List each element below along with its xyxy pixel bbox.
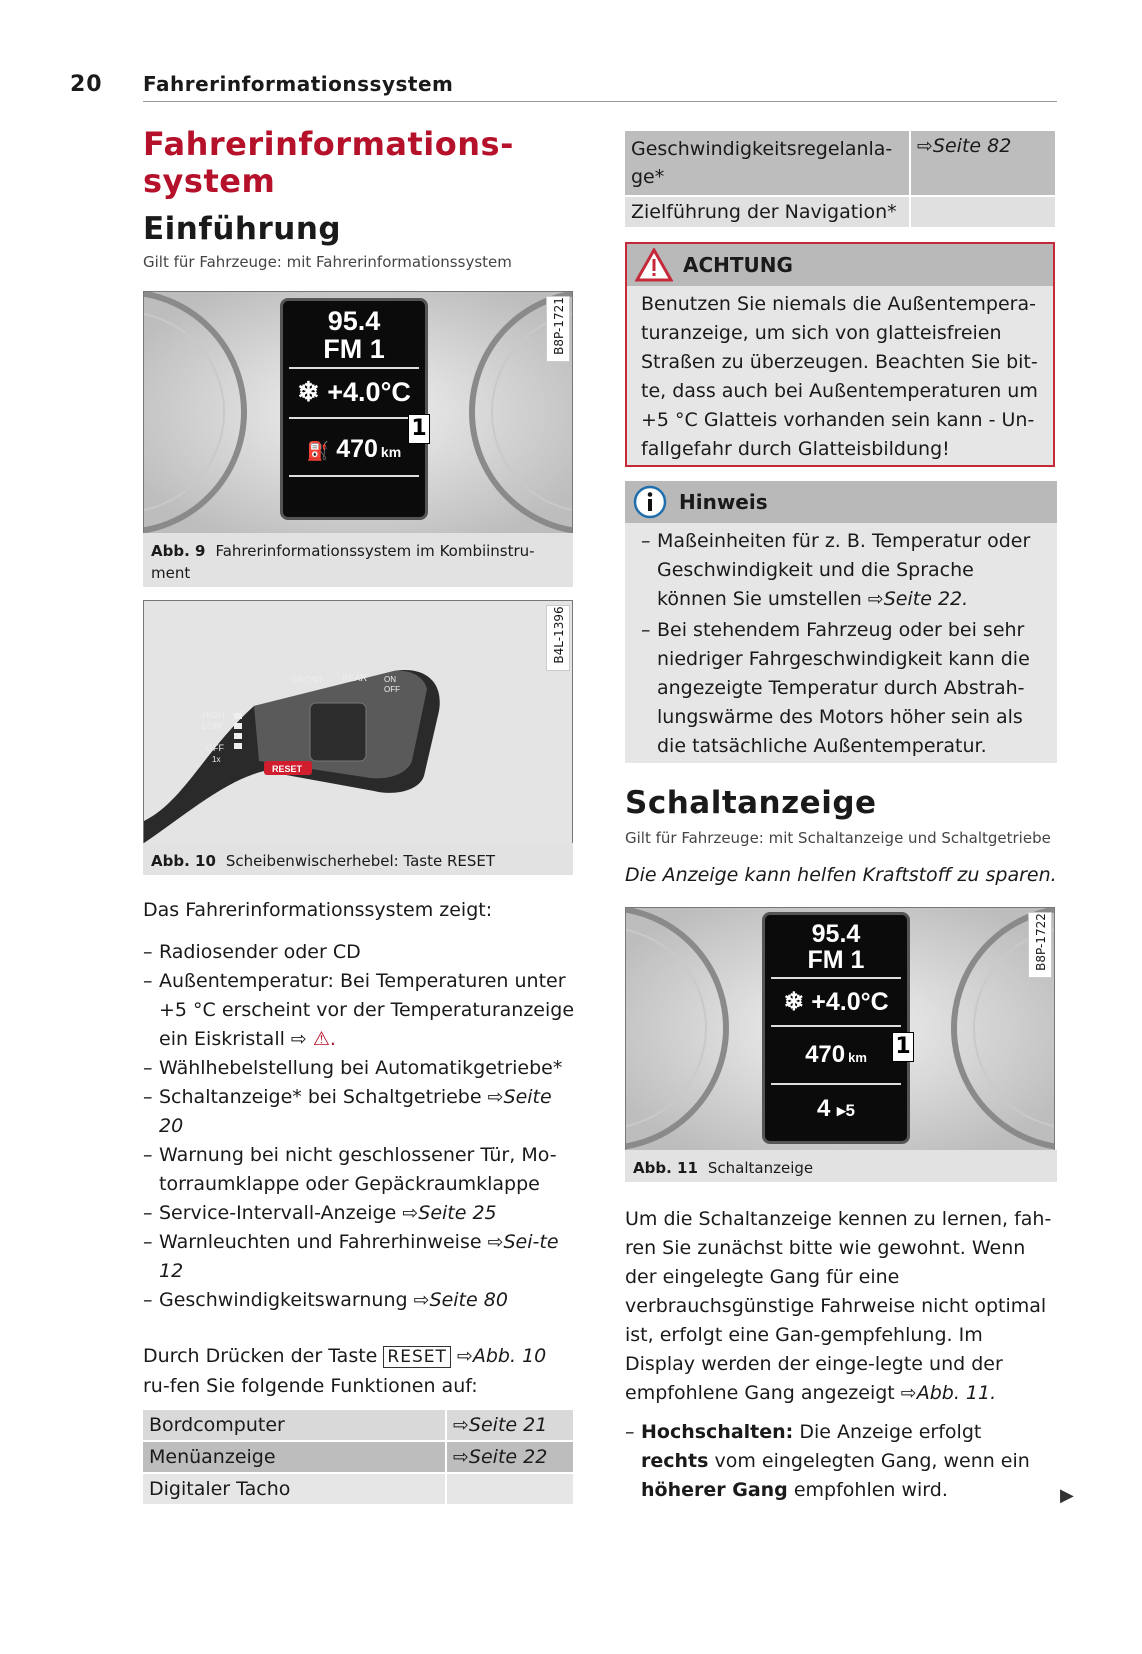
list-item: – Hochschalten: Die Anzeige erfolgt rechts vom eingelegten Gang, wenn ein höherer Gang empfohlen wird. xyxy=(625,1418,1045,1505)
lead-text: Die Anzeige kann helfen Kraftstoff zu sparen. xyxy=(625,864,1057,886)
callout-1: 1 xyxy=(892,1032,914,1062)
function-table xyxy=(143,1410,575,1506)
fis-display xyxy=(762,912,910,1144)
table-cell xyxy=(446,1473,574,1505)
list-item: – Geschwindigkeitswarnung ⇨Seite 80 xyxy=(143,1286,575,1315)
page-ref-link[interactable]: ⇨Seite 21 xyxy=(446,1410,574,1441)
label-off2: OFF xyxy=(206,743,224,753)
fuel-range: ⛽ 470 km xyxy=(306,435,402,463)
info-icon xyxy=(633,485,667,519)
figure-code: B8P-1722 xyxy=(1028,912,1052,978)
list-item: – Bei stehendem Fahrzeug oder bei sehr niedriger Fahrgeschwindigkeit kann die angezeigte Temperatur durch Abstrah-lungswärme des Motors höher sein als die tatsächliche Außentemperatur. xyxy=(641,616,1041,761)
table-cell xyxy=(910,196,1056,228)
label-high: HIGH xyxy=(202,710,225,720)
table-cell: Zielführung der Navigation* xyxy=(625,196,910,228)
table-cell: Geschwindigkeitsregelanla-ge* xyxy=(625,131,910,196)
radio-frequency: 95.4 xyxy=(811,920,861,948)
continue-arrow-icon: ▶ xyxy=(1060,1485,1074,1506)
table-cell: Digitaler Tacho xyxy=(143,1473,446,1505)
figure-10 xyxy=(143,600,573,844)
page-ref-link[interactable]: ⇨Seite 80 xyxy=(413,1289,508,1311)
page-number: 20 xyxy=(70,72,103,97)
table-cell: Menüanzeige xyxy=(143,1441,446,1473)
intro-text: Das Fahrerinformationssystem zeigt: xyxy=(143,899,493,921)
page-ref-link[interactable]: ⇨Seite 82 xyxy=(910,131,1056,196)
section-heading: Einführung xyxy=(143,211,342,247)
table-row xyxy=(625,196,1056,228)
label-1x: 1x xyxy=(212,755,221,764)
label-front: FRONT xyxy=(292,675,323,685)
hint-header xyxy=(625,481,1057,523)
warning-triangle-icon xyxy=(635,248,673,282)
list-item: – Schaltanzeige* bei Schaltgetriebe ⇨Seite 20 xyxy=(143,1083,575,1141)
figure-10-caption: Abb. 10 Scheibenwischerhebel: Taste RESET xyxy=(143,843,573,875)
hint-title: Hinweis xyxy=(679,490,768,514)
ice-crystal-icon: ❄ xyxy=(297,377,320,407)
reset-paragraph: Durch Drücken der Taste RESET ⇨Abb. 10 ru-fen Sie folgende Funktionen auf: xyxy=(143,1345,547,1397)
callout-1: 1 xyxy=(408,414,430,444)
gear-indicator xyxy=(765,1095,907,1123)
chapter-title xyxy=(143,126,583,200)
function-table-continued xyxy=(625,131,1057,229)
warning-ref: ⚠. xyxy=(312,1028,336,1050)
figure-11 xyxy=(625,907,1055,1151)
warning-text: Benutzen Sie niemals die Außentempera-turanzeige, um sich von glatteisfreien Straßen zu überzeugen. Beachten Sie bit-te, dass auch bei Außentemperaturen um +5 °C Glatteis vorhanden sein kann - Un-fallgefahr durch Glatteisbildung! xyxy=(641,293,1038,460)
chapter-title-line2: system xyxy=(143,162,276,200)
label-reset: RESET xyxy=(272,764,303,774)
list-item: – Maßeinheiten für z. B. Temperatur oder Geschwindigkeit und die Sprache können Sie umstellen ⇨Seite 22. xyxy=(641,527,1041,614)
figure-code: B4L-1396 xyxy=(546,605,570,671)
applies-to: Gilt für Fahrzeuge: mit Fahrerinformationssystem xyxy=(143,253,512,271)
page-ref-link[interactable]: ⇨Sei-te 12 xyxy=(159,1231,559,1282)
list-item: – Warnleuchten und Fahrerhinweise ⇨Sei-te 12 xyxy=(143,1228,575,1286)
table-row xyxy=(625,131,1056,196)
figure-11-caption: Abb. 11 Schaltanzeige xyxy=(625,1150,1057,1182)
warning-header xyxy=(627,244,1053,286)
page-ref-link[interactable]: ⇨Seite 22 xyxy=(446,1441,574,1473)
wiper-switch xyxy=(310,703,366,761)
radio-station: FM 1 xyxy=(323,334,385,364)
warning-box xyxy=(625,242,1055,467)
figure-ref-link[interactable]: ⇨Abb. 11. xyxy=(900,1382,997,1404)
running-title: Fahrerinformationssystem xyxy=(143,72,454,96)
list-item: – Wählhebelstellung bei Automatikgetriebe* xyxy=(143,1054,575,1083)
fuel-pump-icon: ⛽ xyxy=(306,441,330,461)
warning-title: ACHTUNG xyxy=(683,253,793,277)
wiper-lever-graphic xyxy=(144,601,572,843)
figure-code: B8P-1721 xyxy=(546,296,570,362)
table-row xyxy=(143,1473,574,1505)
outside-temperature: ❄ +4.0°C xyxy=(783,988,889,1016)
page-ref-link[interactable]: ⇨Seite 22. xyxy=(867,588,969,610)
shift-bullet-list xyxy=(625,1418,1045,1505)
section-heading-schaltanzeige: Schaltanzeige xyxy=(625,785,877,821)
header-rule xyxy=(143,101,1057,102)
figure-9-caption: Abb. 9 Fahrerinformationssystem im Kombiinstru-ment xyxy=(143,533,573,587)
table-cell: Bordcomputer xyxy=(143,1410,446,1441)
outside-temperature: ❄ +4.0°C xyxy=(297,377,411,407)
fuel-range: 470 km xyxy=(805,1041,867,1068)
label-off: OFF xyxy=(384,685,400,694)
page-ref-link[interactable]: ⇨Seite 20 xyxy=(159,1086,552,1137)
list-item: – Radiosender oder CD xyxy=(143,938,575,967)
fis-display xyxy=(280,298,428,520)
ice-crystal-icon: ❄ xyxy=(783,988,805,1016)
page-ref-link[interactable]: ⇨Seite 25 xyxy=(402,1202,497,1224)
recommended-gear: ▸5 xyxy=(837,1101,856,1120)
hint-box xyxy=(625,481,1057,763)
applies-to-shift: Gilt für Fahrzeuge: mit Schaltanzeige und Schaltgetriebe xyxy=(625,829,1051,847)
list-item: – Service-Intervall-Anzeige ⇨Seite 25 xyxy=(143,1199,575,1228)
table-row xyxy=(143,1410,574,1441)
radio-frequency: 95.4 xyxy=(327,306,381,336)
label-low: LOW xyxy=(202,721,223,731)
table-row xyxy=(143,1441,574,1473)
chapter-title-line1: Fahrerinformations- xyxy=(143,125,514,163)
list-item: – Warnung bei nicht geschlossener Tür, Mo-torraumklappe oder Gepäckraumklappe xyxy=(143,1141,575,1199)
feature-list xyxy=(143,938,575,1315)
shift-paragraph: Um die Schaltanzeige kennen zu lernen, fah-ren Sie zunächst bitte wie gewohnt. Wenn der eingelegte Gang für eine verbrauchsgünstige Fahrweise nicht optimal ist, erfolgt eine Gan-gempfehlung. Im Display werden der einge-legte und der empfohlene Gang angezeigt ⇨Abb. 11. xyxy=(625,1208,1052,1404)
hint-list xyxy=(625,523,1057,767)
figure-ref-link[interactable]: ⇨Abb. 10 xyxy=(456,1345,547,1367)
label-rear: REAR xyxy=(342,673,368,683)
reset-key-label: RESET xyxy=(383,1346,450,1368)
radio-station: FM 1 xyxy=(807,946,865,974)
label-on: ON xyxy=(384,675,396,684)
current-gear: 4 xyxy=(816,1095,831,1122)
figure-9 xyxy=(143,291,573,534)
list-item: – Außentemperatur: Bei Temperaturen unter +5 °C erscheint vor der Temperaturanzeige ein Eiskristall ⇨ ⚠. xyxy=(143,967,575,1054)
